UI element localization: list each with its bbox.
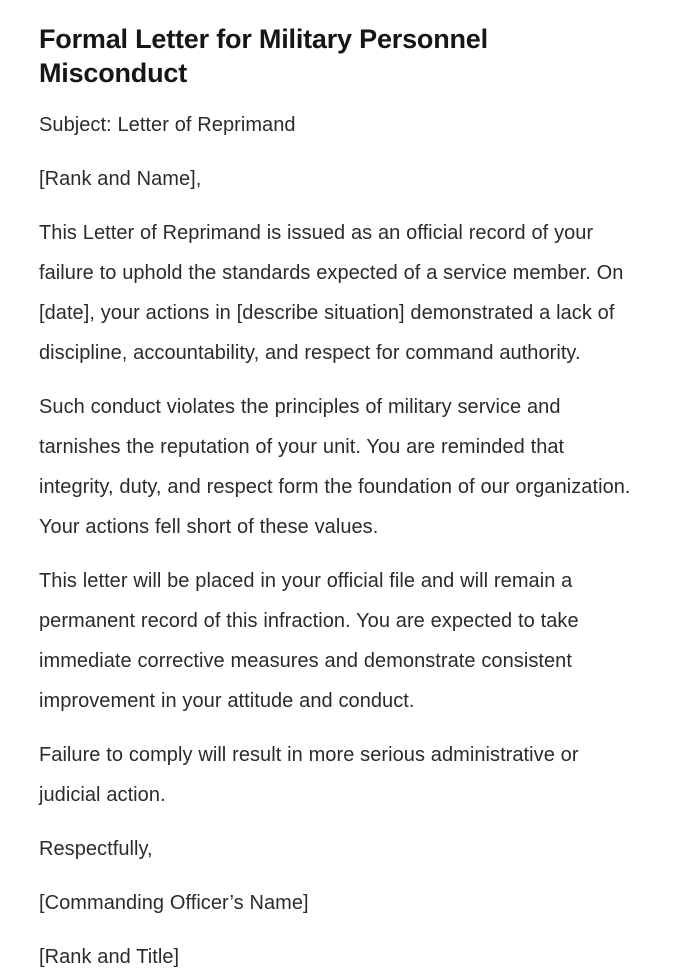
signature-name: [Commanding Officer’s Name] bbox=[39, 892, 309, 914]
salutation: [Rank and Name], bbox=[39, 168, 202, 190]
subject-line: Subject: Letter of Reprimand bbox=[39, 114, 296, 136]
body-paragraph-2: Such conduct violates the principles of military service and tarnishes the reputation of your unit. You are reminded that integrity, duty, and respect form the foundation of our organization. Your actions fell short of these values. bbox=[39, 396, 631, 538]
body-paragraph-1: This Letter of Reprimand is issued as an official record of your failure to uphold the standards expected of a service member. On [date], your actions in [describe situation] demonstrated a lack of discipline, accountability, and respect for command authority. bbox=[39, 222, 624, 364]
closing-salutation: Respectfully, bbox=[39, 838, 153, 860]
body-paragraph-4: Failure to comply will result in more serious administrative or judicial action. bbox=[39, 744, 579, 806]
page-title: Formal Letter for Military Personnel Misconduct bbox=[39, 24, 488, 88]
signature-title: [Rank and Title] bbox=[39, 946, 180, 968]
body-paragraph-3: This letter will be placed in your official file and will remain a permanent record of this infraction. You are expected to take immediate corrective measures and demonstrate consistent improvement in your attitude and conduct. bbox=[39, 570, 579, 712]
letter-document bbox=[39, 0, 637, 977]
